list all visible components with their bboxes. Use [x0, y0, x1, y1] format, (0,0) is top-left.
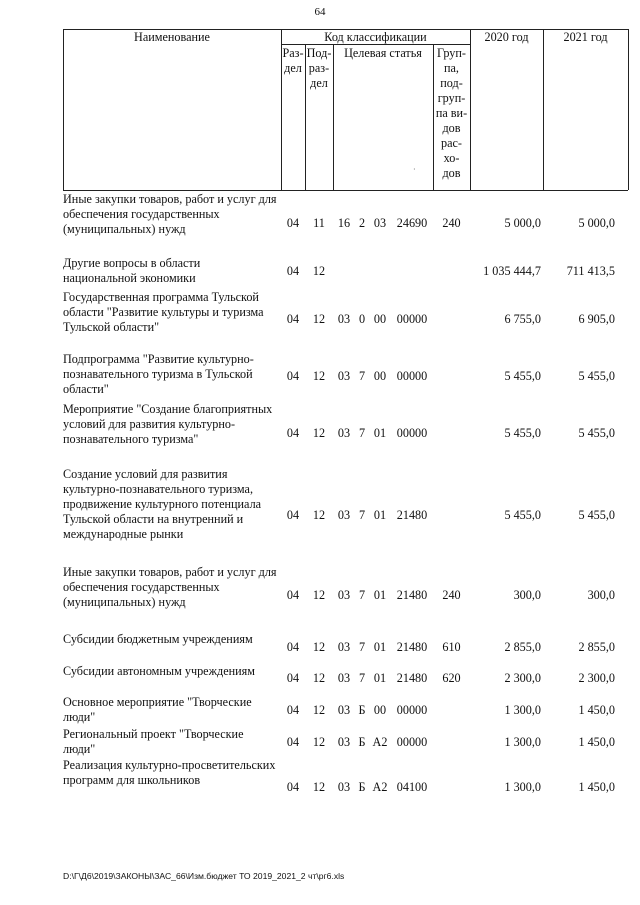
amount-2021: 5 455,0 — [578, 426, 615, 440]
amount-2021: 6 905,0 — [578, 312, 615, 326]
header-col-divider — [543, 29, 544, 190]
target-article-event: 00 — [373, 369, 387, 383]
header-line: дов — [442, 121, 461, 135]
razdel: 04 — [286, 426, 300, 440]
razdel: 04 — [286, 369, 300, 383]
header-year-2020: 2020 год — [484, 30, 529, 44]
header-bottom-border — [63, 190, 628, 191]
header-line: груп- — [437, 91, 466, 105]
target-article-direction: 00000 — [396, 312, 428, 326]
podrazdel: 12 — [312, 671, 326, 685]
target-article-subprogram: 7 — [358, 640, 366, 654]
razdel: 04 — [286, 508, 300, 522]
podrazdel: 12 — [312, 426, 326, 440]
row-name: Подпрограмма "Развитие культурно-познавательного туризма в Тульской области" — [63, 352, 254, 396]
header-year-2021: 2021 год — [563, 30, 608, 44]
amount-2020: 1 300,0 — [504, 735, 541, 749]
amount-2020: 1 300,0 — [504, 703, 541, 717]
target-article-direction: 21480 — [396, 588, 428, 602]
expense-type: 610 — [442, 640, 461, 654]
target-article-direction: 21480 — [396, 640, 428, 654]
razdel: 04 — [286, 780, 300, 794]
razdel: 04 — [286, 216, 300, 230]
header-line: дов — [442, 166, 461, 180]
amount-2020: 2 300,0 — [504, 671, 541, 685]
podrazdel: 12 — [312, 369, 326, 383]
row-name: Реализация культурно-просветительских программ для школьников — [63, 758, 276, 787]
razdel: 04 — [286, 312, 300, 326]
header-left-border — [63, 29, 64, 190]
row-name: Государственная программа Тульской области "Развитие культуры и туризма Тульской области" — [63, 290, 264, 334]
page-number: 64 — [314, 6, 326, 18]
header-line: Раз- — [282, 46, 304, 60]
target-article-event: 01 — [373, 508, 387, 522]
target-article-direction: 00000 — [396, 369, 428, 383]
target-article-direction: 21480 — [396, 671, 428, 685]
expense-type: 620 — [442, 671, 461, 685]
row-name: Создание условий для развития культурно-познавательного туризма, продвижение культурного потенциала Тульской области на внутренний и международные рынки — [63, 467, 262, 541]
target-article-event: 01 — [373, 640, 387, 654]
row-name: Субсидии автономным учреждениям — [63, 664, 255, 678]
header-line: рас- — [441, 136, 462, 150]
target-article-program: 03 — [337, 640, 351, 654]
target-article-direction: 00000 — [396, 735, 428, 749]
target-article-subprogram: 7 — [358, 588, 366, 602]
target-article-event: 01 — [373, 671, 387, 685]
target-article-subprogram: 7 — [358, 369, 366, 383]
target-article-event: А2 — [372, 735, 388, 749]
header-line: под- — [440, 76, 463, 90]
target-article-subprogram: 7 — [358, 671, 366, 685]
amount-2021: 5 455,0 — [578, 369, 615, 383]
header-col-divider — [470, 29, 471, 190]
podrazdel: 12 — [312, 508, 326, 522]
target-article-direction: 24690 — [396, 216, 428, 230]
podrazdel: 12 — [312, 588, 326, 602]
expense-type: 240 — [442, 216, 461, 230]
file-path-footer: D:\Г\Д6\2019\ЗАКОНЫ\ЗАС_66\Изм.бюджет ТО 2019_2021_2 чт\рг6.xls — [63, 871, 345, 881]
row-name: Иные закупки товаров, работ и услуг для обеспечения государственных (муниципальных) нужд — [63, 192, 277, 236]
amount-2021: 1 450,0 — [578, 735, 615, 749]
header-right-border — [628, 29, 629, 190]
amount-2020: 5 000,0 — [504, 216, 541, 230]
target-article-direction: 21480 — [396, 508, 428, 522]
amount-2020: 5 455,0 — [504, 426, 541, 440]
header-line: дел — [284, 61, 302, 75]
scan-mark: · — [413, 165, 416, 174]
header-line: дел — [310, 76, 328, 90]
podrazdel: 12 — [312, 703, 326, 717]
target-article-subprogram: Б — [358, 735, 366, 749]
target-article-direction: 00000 — [396, 426, 428, 440]
target-article-program: 03 — [337, 735, 351, 749]
target-article-program: 03 — [337, 426, 351, 440]
amount-2020: 300,0 — [513, 588, 541, 602]
header-target-article: Целевая статья — [344, 46, 422, 60]
target-article-event: 00 — [373, 703, 387, 717]
target-article-direction: 00000 — [396, 703, 428, 717]
target-article-subprogram: Б — [358, 703, 366, 717]
amount-2020: 2 855,0 — [504, 640, 541, 654]
row-name: Мероприятие "Создание благоприятных условий для развития культурно-познавательного туризма" — [63, 402, 273, 446]
header-subsection — [305, 46, 333, 91]
podrazdel: 12 — [312, 640, 326, 654]
target-article-subprogram: 2 — [358, 216, 366, 230]
amount-2021: 300,0 — [587, 588, 615, 602]
target-article-direction: 04100 — [396, 780, 428, 794]
razdel: 04 — [286, 640, 300, 654]
header-line: Под- — [306, 46, 332, 60]
target-article-event: 01 — [373, 426, 387, 440]
header-line: хо- — [443, 151, 460, 165]
target-article-subprogram: 7 — [358, 508, 366, 522]
target-article-program: 16 — [337, 216, 351, 230]
row-name: Субсидии бюджетным учреждениям — [63, 632, 253, 646]
target-article-program: 03 — [337, 369, 351, 383]
row-name: Основное мероприятие "Творческие люди" — [63, 695, 252, 724]
target-article-program: 03 — [337, 508, 351, 522]
amount-2021: 5 455,0 — [578, 508, 615, 522]
header-line: раз- — [308, 61, 330, 75]
expense-type: 240 — [442, 588, 461, 602]
amount-2021: 5 000,0 — [578, 216, 615, 230]
amount-2021: 711 413,5 — [566, 264, 615, 278]
header-line: па ви- — [435, 106, 468, 120]
target-article-subprogram: 7 — [358, 426, 366, 440]
target-article-event: 00 — [373, 312, 387, 326]
header-code-group: Код классификации — [324, 30, 427, 44]
amount-2021: 1 450,0 — [578, 780, 615, 794]
target-article-program: 03 — [337, 312, 351, 326]
razdel: 04 — [286, 735, 300, 749]
razdel: 04 — [286, 703, 300, 717]
razdel: 04 — [286, 671, 300, 685]
target-article-program: 03 — [337, 588, 351, 602]
podrazdel: 12 — [312, 735, 326, 749]
razdel: 04 — [286, 588, 300, 602]
row-name: Иные закупки товаров, работ и услуг для обеспечения государственных (муниципальных) нужд — [63, 565, 277, 609]
amount-2020: 1 035 444,7 — [483, 264, 541, 278]
podrazdel: 12 — [312, 780, 326, 794]
target-article-event: 03 — [373, 216, 387, 230]
amount-2021: 2 855,0 — [578, 640, 615, 654]
header-name: Наименование — [134, 30, 210, 44]
header-section — [281, 46, 305, 76]
amount-2020: 6 755,0 — [504, 312, 541, 326]
razdel: 04 — [286, 264, 300, 278]
target-article-subprogram: 0 — [358, 312, 366, 326]
target-article-event: А2 — [372, 780, 388, 794]
amount-2021: 1 450,0 — [578, 703, 615, 717]
target-article-subprogram: Б — [358, 780, 366, 794]
target-article-program: 03 — [337, 671, 351, 685]
amount-2020: 1 300,0 — [504, 780, 541, 794]
amount-2020: 5 455,0 — [504, 508, 541, 522]
row-name: Региональный проект "Творческие люди" — [63, 727, 244, 756]
podrazdel: 11 — [313, 216, 325, 230]
header-line: Груп- — [437, 46, 466, 60]
header-line: па, — [444, 61, 459, 75]
podrazdel: 12 — [312, 312, 326, 326]
amount-2020: 5 455,0 — [504, 369, 541, 383]
row-name: Другие вопросы в области национальной экономики — [63, 256, 201, 285]
target-article-program: 03 — [337, 703, 351, 717]
target-article-program: 03 — [337, 780, 351, 794]
amount-2021: 2 300,0 — [578, 671, 615, 685]
target-article-event: 01 — [373, 588, 387, 602]
podrazdel: 12 — [312, 264, 326, 278]
header-col-divider — [333, 44, 334, 190]
header-expense-group — [433, 46, 470, 181]
